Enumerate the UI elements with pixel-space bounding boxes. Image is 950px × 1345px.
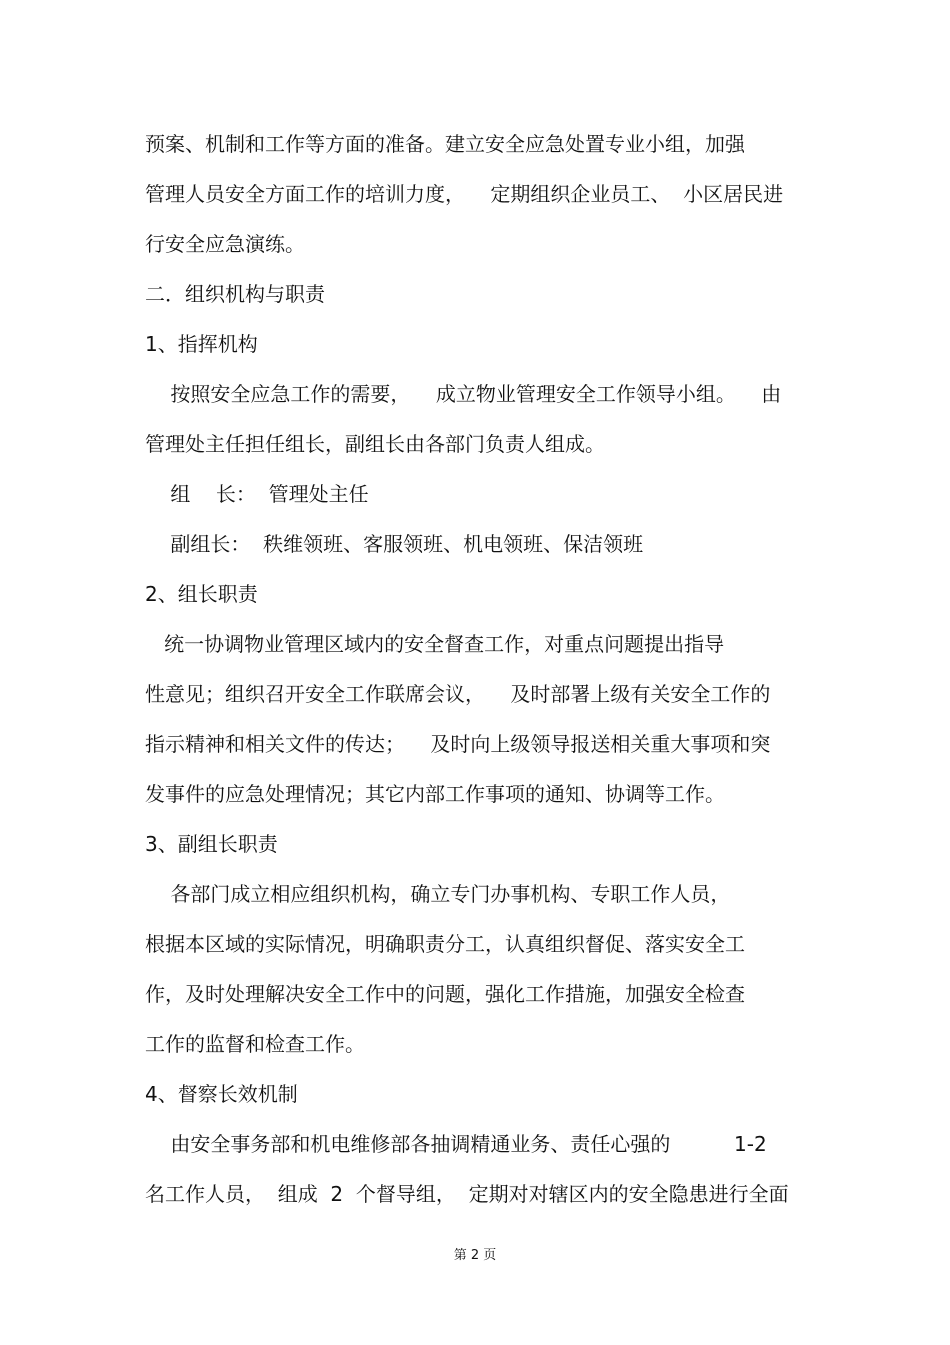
subsection-heading: 3、副组长职责 [145,832,278,856]
text-line: 副组长： 秩维领班、客服领班、机电领班、保洁领班 [145,532,644,556]
text-line: 管理人员安全方面工作的培训力度， 定期组织企业员工、 小区居民进 [145,182,784,206]
text-line: 行安全应急演练。 [145,232,305,256]
page-number: 第 2 页 [453,1248,497,1263]
text-line: 由安全事务部和机电维修部各抽调精通业务、责任心强的 1-2 [145,1132,767,1156]
text-line: 工作的监督和检查工作。 [145,1032,365,1056]
subsection-heading: 4、督察长效机制 [145,1082,298,1106]
text-line: 名工作人员， 组成 2 个督导组， 定期对对辖区内的安全隐患进行全面 [145,1182,789,1206]
text-line: 统一协调物业管理区域内的安全督查工作，对重点问题提出指导 [145,632,725,656]
text-line: 根据本区域的实际情况，明确职责分工，认真组织督促、落实安全工 [145,932,745,956]
text-line: 作，及时处理解决安全工作中的问题，强化工作措施，加强安全检查 [145,982,745,1006]
text-line: 各部门成立相应组织机构，确立专门办事机构、专职工作人员， [145,882,731,906]
text-line: 发事件的应急处理情况；其它内部工作事项的通知、协调等工作。 [145,782,725,806]
subsection-heading: 1、指挥机构 [145,332,258,356]
text-line: 管理处主任担任组长，副组长由各部门负责人组成。 [145,432,605,456]
text-line: 性意见；组织召开安全工作联席会议， 及时部署上级有关安全工作的 [145,682,771,706]
text-line: 预案、机制和工作等方面的准备。建立安全应急处置专业小组，加强 [145,132,745,156]
section-heading: 二．组织机构与职责 [145,282,325,306]
subsection-heading: 2、组长职责 [145,582,258,606]
text-line: 组 长： 管理处主任 [145,482,369,506]
text-line: 指示精神和相关文件的传达； 及时向上级领导报送相关重大事项和突 [145,732,771,756]
text-line: 按照安全应急工作的需要， 成立物业管理安全工作领导小组。 由 [145,382,782,406]
